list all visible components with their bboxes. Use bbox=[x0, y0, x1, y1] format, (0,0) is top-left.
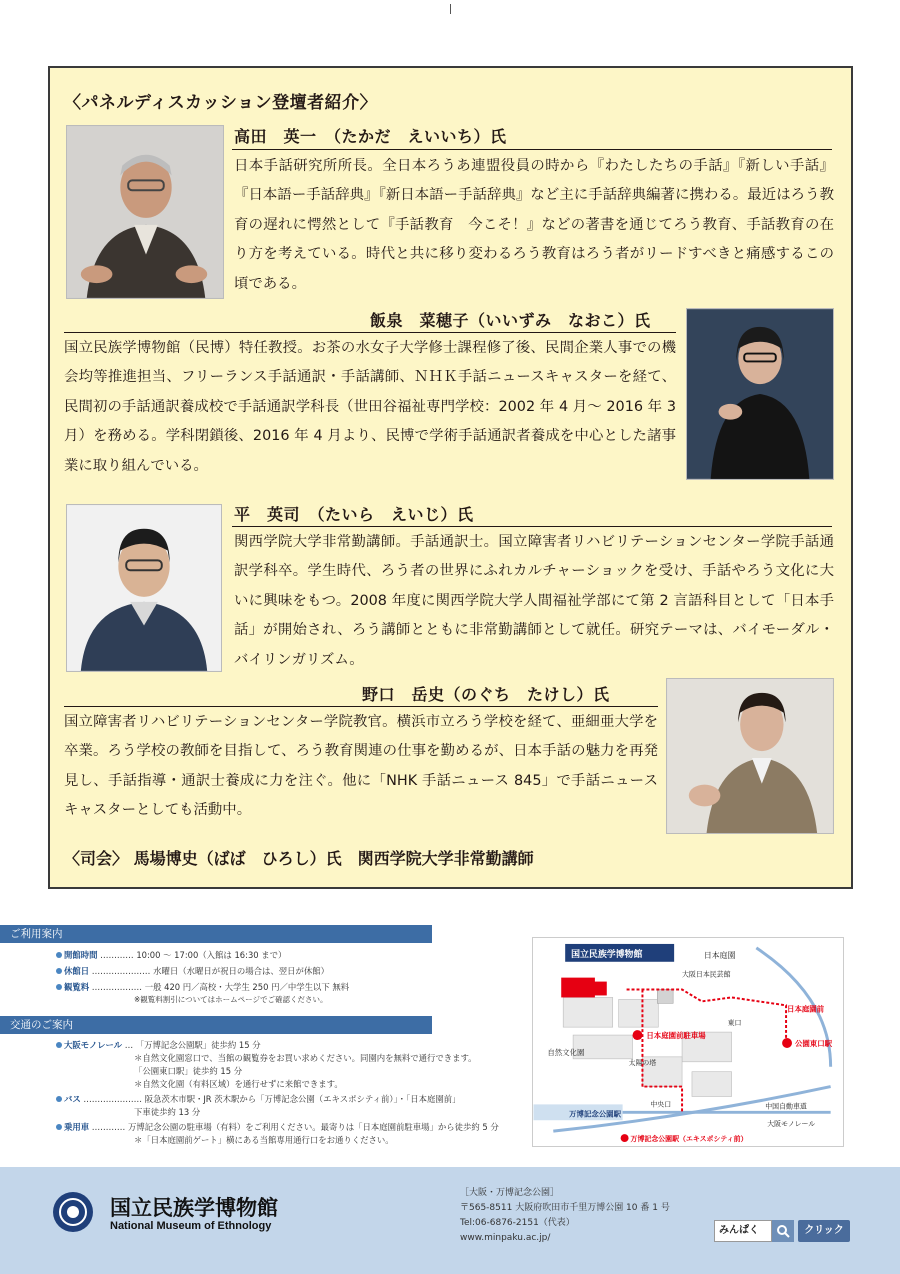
speaker-photo-taira bbox=[66, 504, 222, 672]
bullet-icon bbox=[56, 984, 62, 990]
address-postal: 〒565-8511 大阪府吹田市千里万博公園 10 番 1 号 bbox=[460, 1203, 670, 1213]
speaker-photo-iizumi bbox=[686, 308, 834, 480]
bus-line-2: 下車徒歩約 13 分 bbox=[134, 1107, 201, 1117]
page-crop-mark bbox=[450, 4, 451, 14]
leader-dots: ………………… bbox=[80, 1094, 145, 1104]
map-monorail-label: 大阪モノレール bbox=[767, 1120, 816, 1129]
bullet-icon bbox=[56, 1124, 62, 1130]
hours-value: 10:00 ～ 17:00（入館は 16:30 まで） bbox=[136, 950, 287, 960]
fee-note: ※観覧料割引についてはホームページでご確認ください。 bbox=[134, 995, 328, 1004]
bus-row bbox=[56, 1094, 460, 1105]
car-line-1: 万博記念公園の駐車場（有料）をご利用ください。最寄りは「日本庭園前駐車場」から徒歩約 5 分 bbox=[127, 1122, 499, 1132]
speaker-name-iizumi: 飯泉 菜穂子（いいずみ なおこ）氏 bbox=[370, 311, 651, 330]
map-craft-label: 大阪日本民芸館 bbox=[682, 970, 731, 979]
panel-title: 〈パネルディスカッション登壇者紹介〉 bbox=[64, 93, 378, 113]
closed-value: 水曜日（水曜日が祝日の場合は、翌日が休館） bbox=[153, 966, 329, 976]
monorail-line-2: ＊自然文化園窓口で、当館の観覧券をお買い求めください。同園内を無料で通行できます。 bbox=[134, 1053, 477, 1063]
bullet-icon bbox=[56, 1096, 62, 1102]
speaker-bio-noguchi: 国立障害者リハビリテーションセンター学院教官。横浜市立ろう学校を経て、亜細亜大学を卒業。ろう学校の教師を目指して、ろう教育関連の仕事を勤めるが、日本手話の魅力を再発見し、手話指導・通訳士養成に力を注ぐ。他に「NHK 手話ニュース 845」で手話ニュースキャスターとしても活動中。 bbox=[64, 714, 658, 819]
search-button[interactable] bbox=[772, 1220, 794, 1242]
map-east-station-label: 公園東口駅 bbox=[794, 1038, 833, 1048]
person-photo-icon bbox=[67, 126, 223, 298]
map-parking-label: 日本庭園前駐車場 bbox=[646, 1031, 706, 1041]
speaker-photo-noguchi bbox=[666, 678, 834, 834]
name-underline bbox=[64, 706, 658, 707]
leader-dots: ……………… bbox=[89, 982, 145, 992]
person-photo-icon bbox=[67, 505, 221, 671]
address-area: ［大阪・万博記念公園］ bbox=[460, 1188, 560, 1198]
leader-dots: … bbox=[122, 1040, 136, 1050]
name-underline bbox=[232, 526, 832, 527]
access-header: 交通のご案内 bbox=[0, 1016, 432, 1034]
click-button[interactable]: クリック bbox=[798, 1220, 850, 1242]
station-icon bbox=[782, 1038, 792, 1048]
bullet-icon bbox=[56, 968, 62, 974]
leader-dots: ………………… bbox=[89, 966, 154, 976]
speaker-name-taira: 平 英司 （たいら えいじ）氏 bbox=[234, 505, 474, 524]
speaker-bio-takada: 日本手話研究所所長。全日本ろうあ連盟役員の時から『わたしたちの手話』『新しい手話』『日本語ー手話辞典』『新日本語ー手話辞典』など主に手話辞典編著に携わる。最近はろう教育の遅れに愕然として『手話教育 今こそ！』などの著書を通じてろう教育、手話教育の在り方を考えている。時代と共に移り変わるろう教育はろう者がリードすべきと痛感するこの頃である。 bbox=[234, 158, 834, 292]
speaker-photo-takada bbox=[66, 125, 224, 299]
bus-line-1: 阪急茨木市駅・JR 茨木駅から「万博記念公園（エキスポシティ前）」・「日本庭園前」 bbox=[144, 1094, 461, 1104]
leader-dots: ………… bbox=[97, 950, 137, 960]
fee-row bbox=[56, 982, 349, 993]
hours-row bbox=[56, 950, 286, 961]
hours-label: 開館時間 bbox=[64, 950, 98, 960]
usage-header: ご利用案内 bbox=[0, 925, 432, 943]
moderator-line: 〈司会〉 馬場博史（ばば ひろし）氏 関西学院大学非常勤講師 bbox=[64, 849, 534, 868]
car-row bbox=[56, 1122, 499, 1133]
map-garden-label: 日本庭園 bbox=[703, 950, 736, 960]
speaker-name-noguchi: 野口 岳史（のぐち たけし）氏 bbox=[362, 685, 610, 704]
person-photo-icon bbox=[667, 679, 833, 833]
map-east-gate-label: 東口 bbox=[727, 1019, 742, 1028]
bus-label: バス bbox=[64, 1094, 81, 1104]
search-input[interactable]: みんぱく bbox=[714, 1220, 772, 1242]
search-icon bbox=[776, 1224, 790, 1238]
org-name-ja: 国立民族学博物館 bbox=[110, 1196, 278, 1220]
panel-discussion-box bbox=[48, 66, 853, 889]
speaker-bio-taira: 関西学院大学非常勤講師。手話通訳士。国立障害者リハビリテーションセンター学院手話通訳学科卒。学生時代、ろう者の世界にふれカルチャーショックを受け、手話やろう文化に大いに興味をもつ。2008 年度に関西学院大学人間福祉学部にて第 2 言語科目として「日本手話」が開始され、ろう講師とともに非常勤講師として就任。研究テーマは、バイモーダル・バイリンガリズム。 bbox=[234, 534, 834, 668]
museum-logo-icon bbox=[52, 1191, 94, 1233]
bullet-icon bbox=[56, 952, 62, 958]
leader-dots: ………… bbox=[89, 1122, 128, 1132]
monorail-row bbox=[56, 1040, 261, 1051]
address-url[interactable]: www.minpaku.ac.jp/ bbox=[460, 1233, 551, 1243]
car-label: 乗用車 bbox=[64, 1122, 90, 1132]
speaker-name-takada: 高田 英一 （たかだ えいいち）氏 bbox=[234, 127, 507, 146]
name-underline bbox=[232, 149, 832, 150]
map-expo-station-label: 万博記念公園駅 bbox=[569, 1109, 621, 1119]
speaker-bio-iizumi: 国立民族学博物館（民博）特任教授。お茶の水女子大学修士課程修了後、民間企業人事での機会均等推進担当、フリーランス手話通訳・手話講師、ＮＨＫ手話ニュースキャスターを経て、民間初の手話通訳養成校で手話通訳学科長（世田谷福祉専門学校：2002 年 4 月～ 2016 年 3 月）を務める。学科閉鎖後、2016 年 4 月より、民博で学術手話通訳者養成を中心とした諸事業に取り組んでいる。 bbox=[64, 340, 676, 474]
map-central-gate-label: 中央口 bbox=[650, 1100, 672, 1109]
closed-row bbox=[56, 966, 329, 977]
parking-icon bbox=[633, 1030, 643, 1040]
org-name-en: National Museum of Ethnology bbox=[110, 1220, 272, 1232]
access-map bbox=[532, 937, 844, 1147]
map-museum-label: 国立民族学博物館 bbox=[571, 949, 643, 960]
map-tower-label: 太陽の塔 bbox=[628, 1058, 657, 1067]
address-tel: Tel:06-6876-2151（代表） bbox=[460, 1218, 575, 1228]
map-expocity-label: 万博記念公園駅（エキスポシティ前） bbox=[630, 1135, 748, 1144]
name-underline bbox=[64, 332, 676, 333]
station-icon bbox=[621, 1134, 629, 1142]
map-garden-front-label: 日本庭園前 bbox=[787, 1004, 825, 1014]
monorail-line-1: 「万博記念公園駅」徒歩約 15 分 bbox=[135, 1040, 261, 1050]
monorail-line-3: 「公園東口駅」徒歩約 15 分 bbox=[134, 1066, 243, 1076]
monorail-label: 大阪モノレール bbox=[64, 1040, 123, 1050]
fee-value: 一般 420 円／高校・大学生 250 円／中学生以下 無料 bbox=[144, 982, 350, 992]
person-photo-icon bbox=[687, 309, 833, 479]
map-expressway-label: 中国自動車道 bbox=[765, 1102, 807, 1111]
car-line-2: ＊「日本庭園前ゲート」横にある当館専用通行口をお通りください。 bbox=[134, 1135, 394, 1145]
monorail-line-4: ＊自然文化園（有料区域）を通行せずに来館できます。 bbox=[134, 1079, 343, 1089]
fee-label: 観覧料 bbox=[64, 982, 90, 992]
search-widget bbox=[714, 1220, 850, 1242]
map-nature-label: 自然文化園 bbox=[547, 1047, 585, 1057]
closed-label: 休館日 bbox=[64, 966, 90, 976]
bullet-icon bbox=[56, 1042, 62, 1048]
